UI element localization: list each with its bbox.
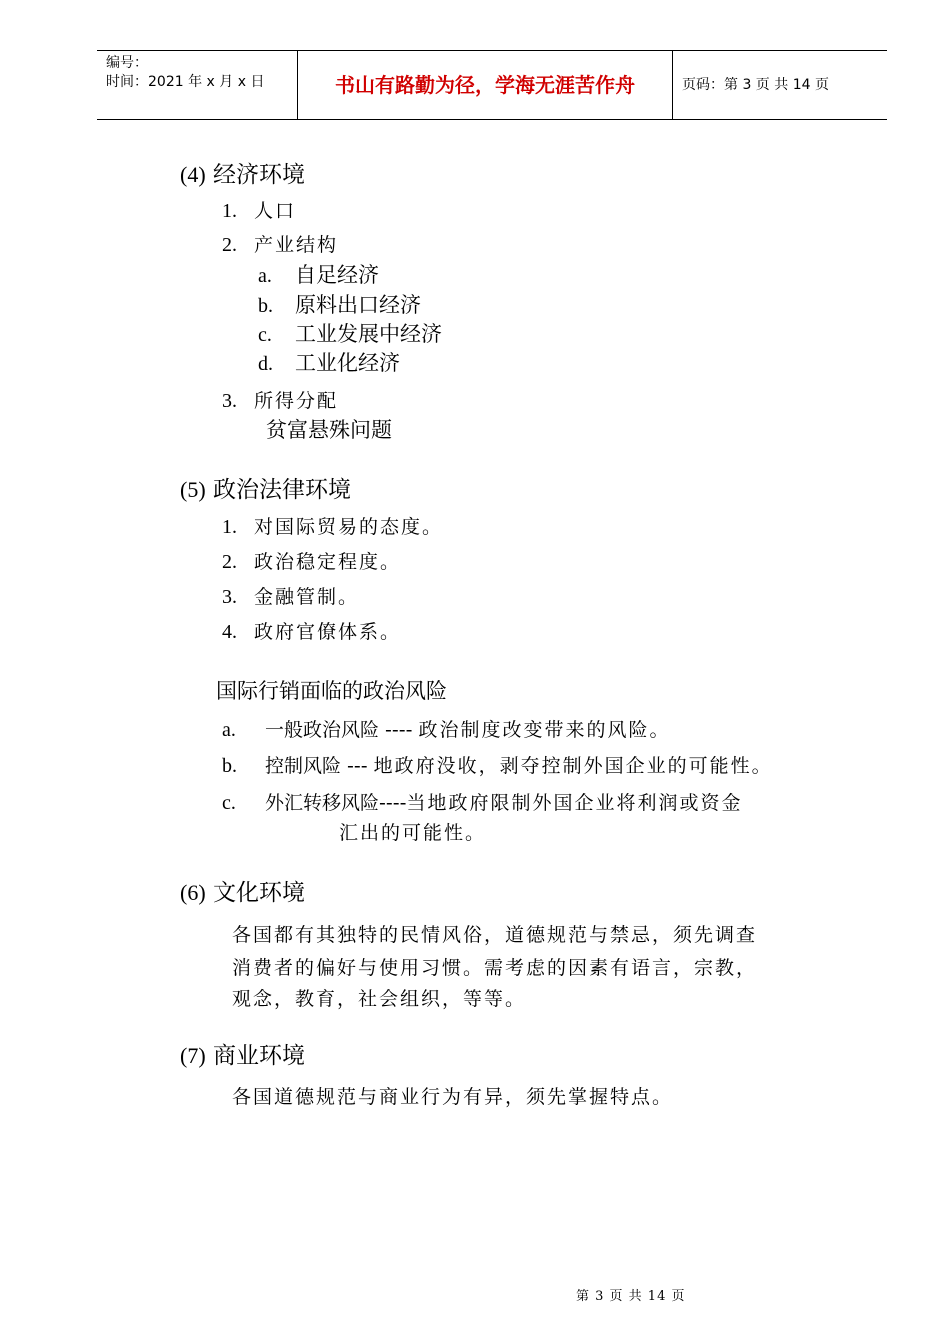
document-time-label: 时间：2021 年 x 月 x 日 [106, 74, 265, 90]
risk-subheading: 国际行销面临的政治风险 [216, 679, 447, 703]
list-number: 2. [222, 234, 237, 256]
sub-list-text: 工业化经济 [295, 351, 400, 375]
sub-list-text: 原料出口经济 [295, 293, 421, 317]
section-title: 商业环境 [212, 1043, 305, 1069]
document-number-label: 编号： [106, 55, 148, 71]
risk-marker: a. [222, 719, 236, 741]
list-number: 1. [222, 200, 237, 222]
page-header [97, 50, 887, 120]
list-number: 3. [222, 390, 237, 412]
header-page-cell [672, 51, 887, 119]
list-text: 产业结构 [254, 234, 339, 256]
risk-name: 控制风险 --- [265, 755, 368, 777]
paragraph-line: 各国道德规范与商业行为有异，须先掌握特点。 [232, 1086, 674, 1108]
page-footer: 第 3 页 共 14 页 [576, 1289, 686, 1304]
list-item [222, 388, 338, 414]
list-item [222, 549, 401, 575]
sub-list-item [258, 320, 442, 349]
risk-name: 外汇转移风险---- [265, 792, 407, 814]
risk-name: 一般政治风险 ---- [265, 719, 413, 741]
risk-description: 政治制度改变带来的风险。 [418, 719, 671, 741]
list-text: 对国际贸易的态度。 [254, 516, 444, 538]
header-slogan: 书山有路勤为径，学海无涯苦作舟 [335, 73, 635, 97]
list-number: 1. [222, 516, 237, 538]
sub-list-item [258, 291, 421, 320]
list-text: 所得分配 [254, 390, 339, 412]
paragraph-line: 消费者的偏好与使用习惯。需考虑的因素有语言，宗教， [232, 957, 758, 979]
risk-description-continuation: 汇出的可能性。 [339, 822, 487, 844]
sub-list-marker: b. [258, 295, 273, 317]
list-item [222, 198, 296, 224]
sub-list-marker: c. [258, 324, 272, 346]
section-number: (4) [180, 162, 206, 187]
section-title: 政治法律环境 [212, 477, 351, 503]
list-text: 政治稳定程度。 [254, 551, 402, 573]
list-note: 贫富悬殊问题 [266, 418, 392, 442]
list-number: 4. [222, 621, 237, 643]
list-item [222, 619, 401, 645]
list-text: 政府官僚体系。 [254, 621, 402, 643]
list-number: 3. [222, 586, 237, 608]
header-page-code: 页码：第 3 页 共 14 页 [682, 77, 829, 93]
sub-list-marker: a. [258, 265, 272, 287]
sub-list-marker: d. [258, 353, 273, 375]
list-item [222, 514, 443, 540]
header-slogan-cell [297, 51, 673, 119]
section-heading-business [180, 1041, 305, 1071]
sub-list-item [258, 261, 379, 290]
section-number: (6) [180, 880, 206, 905]
section-number: (7) [180, 1043, 206, 1068]
sub-list-item [258, 349, 400, 378]
risk-item [222, 753, 773, 779]
section-heading-political-legal [180, 475, 351, 505]
list-text: 金融管制。 [254, 586, 360, 608]
section-heading-economic [180, 160, 305, 190]
risk-marker: c. [222, 792, 236, 814]
risk-marker: b. [222, 755, 237, 777]
risk-item [222, 790, 742, 816]
risk-item [222, 717, 671, 743]
sub-list-text: 自足经济 [295, 263, 379, 287]
paragraph-line: 各国都有其独特的民情风俗，道德规范与禁忌，须先调查 [232, 924, 758, 946]
section-heading-cultural [180, 878, 305, 908]
header-meta-cell [97, 51, 297, 119]
list-item [222, 584, 359, 610]
section-title: 文化环境 [212, 880, 305, 906]
paragraph-line: 观念，教育，社会组织，等等。 [232, 988, 527, 1010]
list-text: 人口 [254, 200, 297, 222]
section-number: (5) [180, 477, 206, 502]
section-title: 经济环境 [212, 162, 305, 188]
list-number: 2. [222, 551, 237, 573]
risk-description: 当地政府限制外国企业将利润或资金 [406, 792, 743, 814]
list-item [222, 232, 338, 258]
sub-list-text: 工业发展中经济 [295, 322, 442, 346]
risk-description-continued [339, 820, 486, 846]
risk-description: 地政府没收，剥夺控制外国企业的可能性。 [373, 755, 773, 777]
